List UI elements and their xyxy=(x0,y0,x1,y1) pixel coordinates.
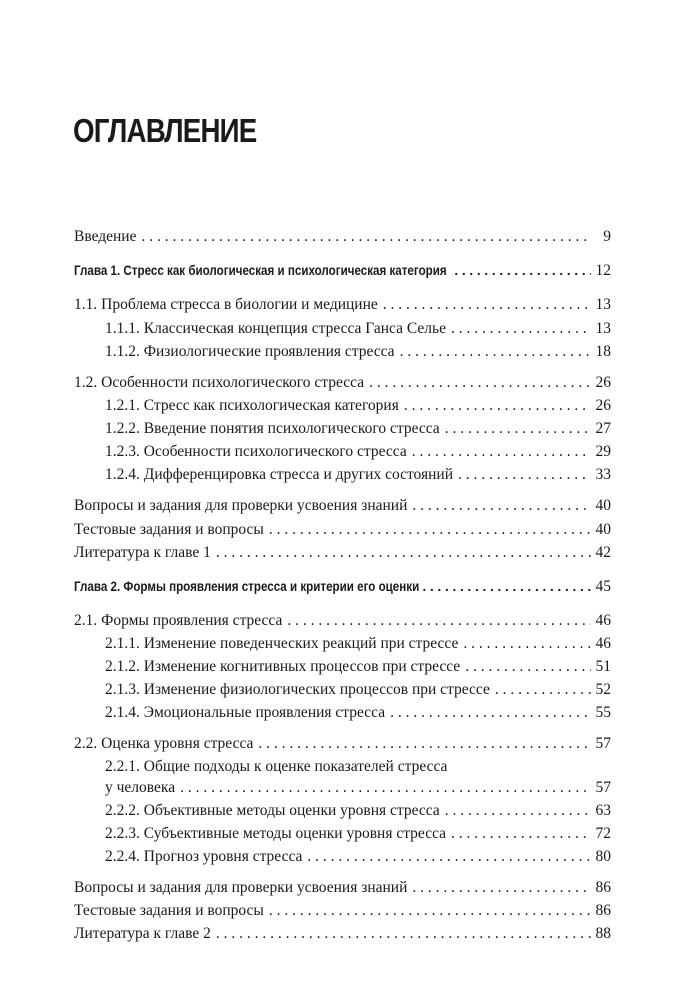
toc-dot-leader xyxy=(458,466,590,484)
toc-dot-leader xyxy=(463,635,590,653)
toc-entry xyxy=(74,374,611,392)
toc-page-number: 40 xyxy=(595,521,611,538)
toc-entry-text: Тестовые задания и вопросы xyxy=(74,521,264,538)
toc-dot-leader xyxy=(412,443,591,461)
toc-entry-text: Вопросы и задания для проверки усвоения знаний xyxy=(74,879,408,896)
toc-dot-leader xyxy=(454,262,590,280)
toc-entry-text: Вопросы и задания для проверки усвоения знаний xyxy=(74,497,408,514)
toc-dot-leader xyxy=(412,497,590,515)
toc-page-number: 57 xyxy=(595,735,611,752)
toc-page-number: 72 xyxy=(595,825,611,842)
toc-page-number: 26 xyxy=(595,397,611,414)
toc-entry-text: Литература к главе 1 xyxy=(74,544,211,561)
toc-entry-text: Глава 1. Стресс как биологическая и психологическая категория xyxy=(74,263,447,278)
toc-entry-text: 2.2.3. Субъективные методы оценки уровня стресса xyxy=(105,825,447,842)
toc-entry-text: Литература к главе 2 xyxy=(74,925,211,942)
toc-entry xyxy=(74,296,611,314)
toc-page-number: 55 xyxy=(595,704,611,721)
toc-subentry xyxy=(105,320,611,338)
toc-subentry xyxy=(105,825,611,843)
toc-page-number: 26 xyxy=(595,374,611,391)
toc-page-number: 86 xyxy=(595,902,611,919)
toc-dot-leader xyxy=(390,704,590,722)
toc-subentry xyxy=(105,802,611,820)
toc-dot-leader xyxy=(141,228,592,246)
toc-entry xyxy=(74,925,611,943)
toc-page-number: 52 xyxy=(595,681,611,698)
toc-subentry-continuation xyxy=(105,779,611,797)
toc-entry-text: 1.2.4. Дифференцировка стресса и других состояний xyxy=(105,466,454,483)
toc-subentry-first-line: 2.2.1. Общие подходы к оценке показателей стресса xyxy=(105,758,448,775)
toc-entry-text: 2.1.3. Изменение физиологических процессов при стрессе xyxy=(105,681,490,698)
toc-dot-leader xyxy=(180,779,590,797)
toc-page-number: 46 xyxy=(595,635,611,652)
toc-entry-text: 1.2.2. Введение понятия психологического стресса xyxy=(105,420,440,437)
toc-chapter-entry xyxy=(74,262,611,280)
toc-entry-text: 1.2. Особенности психологического стресса xyxy=(74,374,365,391)
toc-dot-leader xyxy=(287,612,590,630)
toc-entry-text: 2.1.1. Изменение поведенческих реакций при стрессе xyxy=(105,635,459,652)
toc-page-number: 57 xyxy=(595,779,611,796)
toc-entry-text: Глава 2. Формы проявления стресса и критерии его оценки xyxy=(74,579,420,594)
toc-subentry xyxy=(105,635,611,653)
toc-dot-leader xyxy=(422,578,590,596)
toc-entry-text: 2.1.4. Эмоциональные проявления стресса xyxy=(105,704,386,721)
toc-dot-leader xyxy=(269,902,591,920)
toc-page-number: 13 xyxy=(595,320,611,337)
toc-entry-text: 2.1.2. Изменение когнитивных процессов при стрессе xyxy=(105,658,461,675)
page-title: ОГЛАВЛЕНИЕ xyxy=(73,112,257,149)
toc-dot-leader xyxy=(445,802,591,820)
toc-entry-text: 2.2.2. Объективные методы оценки уровня стресса xyxy=(105,802,440,819)
toc-subentry xyxy=(105,343,611,361)
toc-page-number: 46 xyxy=(595,612,611,629)
toc-dot-leader xyxy=(451,825,590,843)
toc-subentry xyxy=(105,466,611,484)
toc-page-number: 9 xyxy=(603,228,611,245)
toc-entry xyxy=(74,228,611,246)
toc-dot-leader xyxy=(465,658,590,676)
toc-entry-text: 1.2.3. Особенности психологического стресса xyxy=(105,443,407,460)
toc-dot-leader xyxy=(404,397,591,415)
toc-subentry xyxy=(105,658,611,676)
toc-subentry xyxy=(105,848,611,866)
toc-entry xyxy=(74,879,611,897)
toc-page-number: 51 xyxy=(595,658,611,675)
toc-entry-text: 2.2.4. Прогноз уровня стресса xyxy=(105,848,303,865)
toc-entry-text: Тестовые задания и вопросы xyxy=(74,902,264,919)
toc-entry-text: у человека xyxy=(105,779,176,796)
toc-page-number: 33 xyxy=(595,466,611,483)
toc-dot-leader xyxy=(451,320,591,338)
toc-dot-leader xyxy=(269,521,591,539)
toc-entry-text: 1.2.1. Стресс как психологическая категория xyxy=(105,397,399,414)
toc-dot-leader xyxy=(216,925,591,943)
toc-subentry xyxy=(105,681,611,699)
toc-entry-text: 1.1. Проблема стресса в биологии и медицине xyxy=(74,296,378,313)
toc-dot-leader xyxy=(307,848,590,866)
toc-entry-text: 2.1. Формы проявления стресса xyxy=(74,612,283,629)
toc-dot-leader xyxy=(400,343,591,361)
toc-dot-leader xyxy=(216,544,591,562)
toc-entry xyxy=(74,612,611,630)
toc-page-number: 88 xyxy=(595,925,611,942)
toc-entry xyxy=(74,544,611,562)
toc-subentry xyxy=(105,397,611,415)
toc-dot-leader xyxy=(258,735,590,753)
toc-subentry xyxy=(105,420,611,438)
toc-entry-text: Введение xyxy=(74,228,137,245)
toc-chapter-entry xyxy=(74,578,611,596)
toc-page-number: 86 xyxy=(595,879,611,896)
toc-dot-leader xyxy=(412,879,590,897)
toc-page-number: 63 xyxy=(595,802,611,819)
toc-entry xyxy=(74,497,611,515)
toc-page-number: 45 xyxy=(595,578,611,595)
toc-entry xyxy=(74,735,611,753)
toc-entry-text: 2.2. Оценка уровня стресса xyxy=(74,735,254,752)
toc-page-number: 42 xyxy=(595,544,611,561)
toc-page-number: 29 xyxy=(595,443,611,460)
toc-page-number: 13 xyxy=(595,296,611,313)
toc-page-number: 80 xyxy=(595,848,611,865)
toc-subentry xyxy=(105,443,611,461)
toc-entry-text: 1.1.2. Физиологические проявления стресса xyxy=(105,343,395,360)
toc-dot-leader xyxy=(369,374,590,392)
toc-page-number: 18 xyxy=(595,343,611,360)
toc-entry xyxy=(74,521,611,539)
toc-dot-leader xyxy=(495,681,591,699)
toc-entry-text: 1.1.1. Классическая концепция стресса Ганса Селье xyxy=(105,320,446,337)
toc-entry xyxy=(74,902,611,920)
toc-page-number: 40 xyxy=(595,497,611,514)
toc-page-number: 27 xyxy=(595,420,611,437)
toc-subentry xyxy=(105,704,611,722)
toc-dot-leader xyxy=(383,296,591,314)
toc-dot-leader xyxy=(445,420,591,438)
toc-page-number: 12 xyxy=(595,262,611,279)
